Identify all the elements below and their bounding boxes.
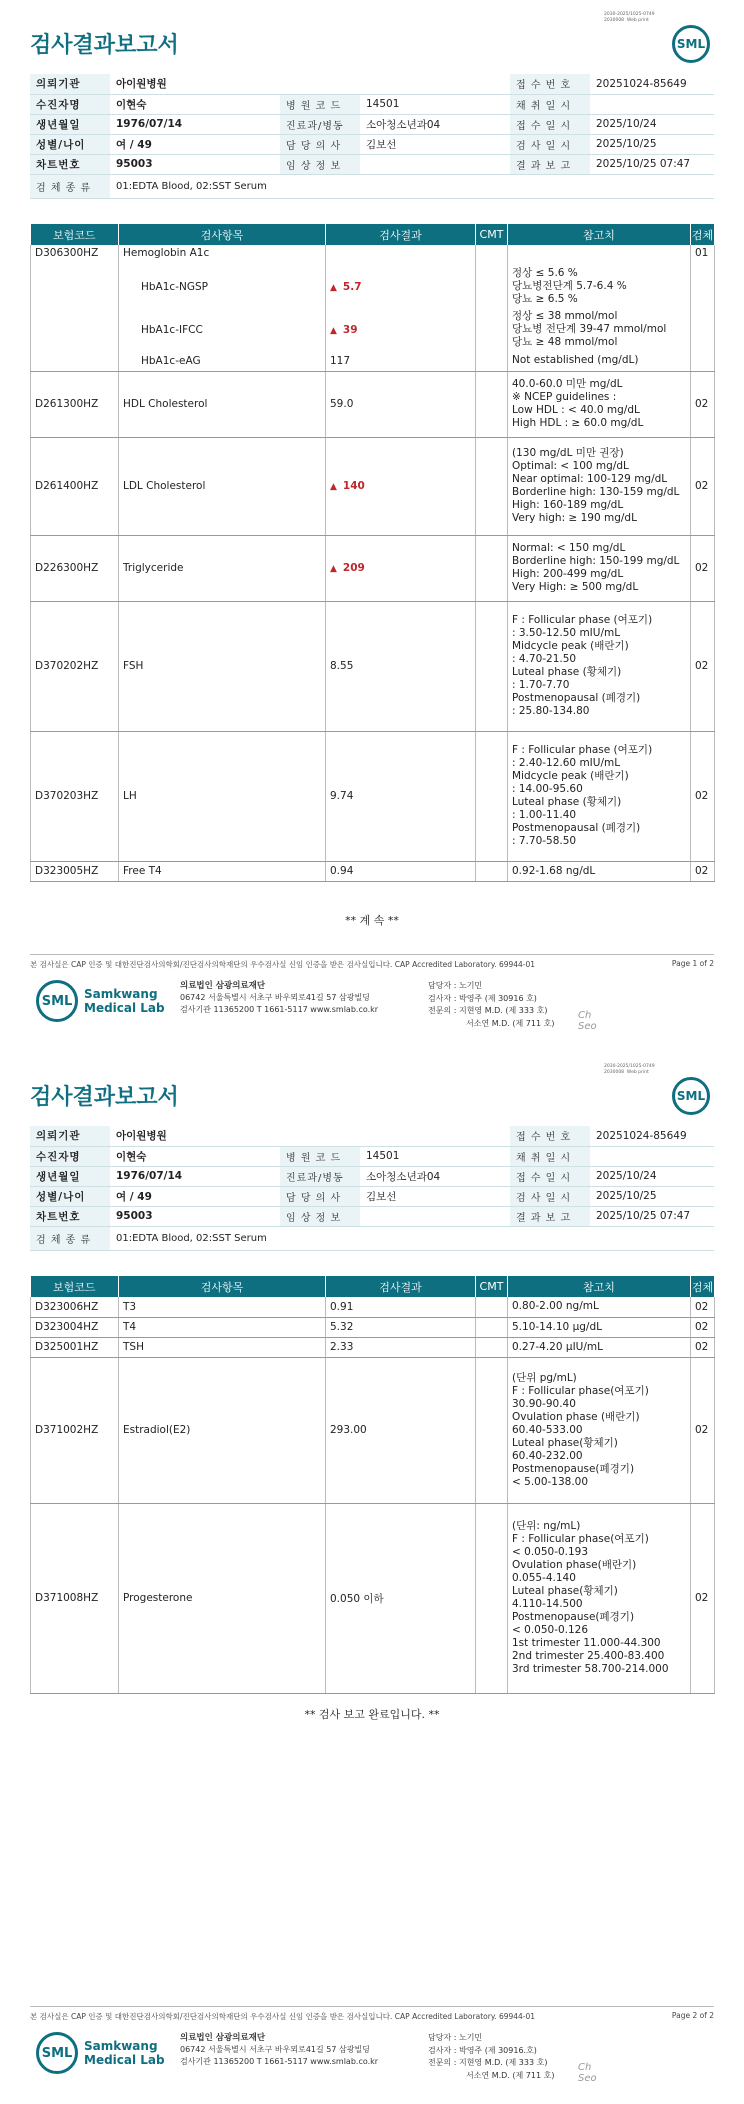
col-cmt: CMT xyxy=(476,1276,508,1297)
col-code: 보험코드 xyxy=(31,224,119,245)
footer-cert-line xyxy=(30,954,714,970)
row-spec: 02 xyxy=(691,437,715,535)
chart-no-value: 95003 xyxy=(110,154,280,174)
sex-age-label: 성별/나이 xyxy=(30,134,110,154)
row-code: D323005HZ xyxy=(31,861,119,881)
row-item: Free T4 xyxy=(119,861,326,881)
dept-value: 소아청소년과04 xyxy=(360,114,510,134)
row-code: D261400HZ xyxy=(31,437,119,535)
signature: Ch Seo xyxy=(578,1010,597,1032)
col-ref: 참고치 xyxy=(508,1276,691,1297)
table-row xyxy=(31,535,715,601)
row-spec: 01 xyxy=(691,245,715,265)
row-code: D306300HZ xyxy=(31,245,119,265)
receipt-no-value: 20251024-85649 xyxy=(590,74,714,94)
row-ref: 40.0-60.0 미만 mg/dL ※ NCEP guidelines : Low HDL : < 40.0 mg/dL High HDL : ≥ 60.0 mg/dL xyxy=(508,371,691,437)
footer-cert-line: 본 검사실은 CAP 인증 및 대한진단검사의학회/진단검사의학재단의 우수검사실 신임 인증을 받은 검사실입니다. CAP Accredited Laboratory. 69944-01 Page 2 of 2 xyxy=(30,2006,714,2022)
col-spec: 검체 xyxy=(691,1276,715,1297)
clinical-label: 임 상 정 보 xyxy=(280,154,360,174)
completed-note: ** 검사 보고 완료입니다. ** xyxy=(304,1708,440,1721)
report-title: 검사결과보고서 xyxy=(30,33,179,58)
row-result: ▲ 5.7 xyxy=(326,265,476,308)
patient-info-table xyxy=(30,74,714,199)
report-date-label: 결 과 보 고 xyxy=(510,154,590,174)
table-row: D323006HZ T3 0.91 0.80-2.00 ng/mL 02 xyxy=(31,1297,715,1317)
test-date-label: 검 사 일 시 xyxy=(510,134,590,154)
report-date-value: 2025/10/25 07:47 xyxy=(590,154,714,174)
table-row: D323004HZ T4 5.32 5.10-14.10 μg/dL 02 xyxy=(31,1317,715,1337)
col-result: 검사결과 xyxy=(326,224,476,245)
hospital-code-label: 병 원 코 드 xyxy=(280,94,360,114)
row-code: D226300HZ xyxy=(31,535,119,601)
col-result: 검사결과 xyxy=(326,1276,476,1297)
row-ref: F : Follicular phase (여포기) : 3.50-12.50 mIU/mL Midcycle peak (배란기) : 4.70-21.50 Luteal phase (황체기) : 1.70-7.70 Postmenopausal (폐경기) : 25.80-134.80 xyxy=(508,601,691,731)
results-table xyxy=(30,224,715,882)
table-row xyxy=(31,371,715,437)
table-row: D325001HZ TSH 2.33 0.27-4.20 μIU/mL 02 xyxy=(31,1337,715,1357)
row-ref: Not established (mg/dL) xyxy=(508,351,691,371)
row-result: 117 xyxy=(326,351,476,371)
results-table xyxy=(30,1276,715,1694)
row-item: HDL Cholesterol xyxy=(119,371,326,437)
footer-staff: 담당자 : 노기민 검사자 : 박영주 (제 30916.호) 전문의 : 지현영 M.D. (제 333 호) 서소연 M.D. (제 711 호) xyxy=(428,2033,555,2080)
test-date-value: 2025/10/25 xyxy=(590,134,714,154)
table-row xyxy=(31,265,715,308)
row-code: D261300HZ xyxy=(31,371,119,437)
sml-logo: SML xyxy=(672,25,710,63)
row-item: Triglyceride xyxy=(119,535,326,601)
doctor-value: 김보선 xyxy=(360,134,510,154)
high-flag-icon: ▲ xyxy=(330,325,337,336)
row-spec: 02 xyxy=(691,601,715,731)
table-row xyxy=(31,601,715,731)
patient-value: 이현숙 xyxy=(110,94,280,114)
print-meta: 2030-2025/1025-0749 2030008 Web print xyxy=(604,12,655,23)
print-meta: 2030-2025/1025-0749 2030008 Web print xyxy=(604,1064,655,1075)
signature: Ch Seo xyxy=(578,2062,597,2084)
table-row: D371008HZ Progesterone 0.050 이하 (단위: ng/mL) F : Follicular phase(여포기) < 0.050-0.193 Ovulation phase(배란기) 0.055-4.140 Luteal phase(황체기) 4.110-14.500 Postmenopause(폐경기) < 0.050-0.126 1st trimester 11.000-44.300 2nd trimester 25.400-83.400 3rd trimester 58.700-214.000 02 xyxy=(31,1503,715,1693)
row-spec: 02 xyxy=(691,535,715,601)
row-ref: Normal: < 150 mg/dL Borderline high: 150-199 mg/dL High: 200-499 mg/dL Very High: ≥ 500 mg/dL xyxy=(508,535,691,601)
table-row xyxy=(31,861,715,881)
report-title: 검사결과보고서 xyxy=(30,1085,179,1110)
high-flag-icon: ▲ xyxy=(330,564,337,574)
row-result: ▲ 39 xyxy=(326,308,476,351)
report-page-2 xyxy=(0,1052,744,2104)
sml-logo: SML xyxy=(36,2032,78,2074)
row-result: 8.55 xyxy=(326,601,476,731)
clinical-value xyxy=(360,154,510,174)
col-ref: 참고치 xyxy=(508,224,691,245)
row-result: ▲ 209 xyxy=(326,535,476,601)
receipt-no-label: 접 수 번 호 xyxy=(510,74,590,94)
row-ref: (130 mg/dL 미만 권장) Optimal: < 100 mg/dL Near optimal: 100-129 mg/dL Borderline high: 130-159 mg/dL High: 160-189 mg/dL Very high: ≥ 190 mg/dL xyxy=(508,437,691,535)
patient-label: 수진자명 xyxy=(30,94,110,114)
row-item: LH xyxy=(119,731,326,861)
row-item: HbA1c-eAG xyxy=(119,351,326,371)
sex-age-value: 여 / 49 xyxy=(110,134,280,154)
footer-address: 의료법인 삼광의료재단 06742 서울특별시 서초구 바우뫼로41길 57 삼광빌딩 검사기관 11365200 T 1661-5117 www.smlab.co.kr xyxy=(180,981,379,1014)
dob-value: 1976/07/14 xyxy=(110,114,280,134)
row-ref: F : Follicular phase (여포기) : 2.40-12.60 mIU/mL Midcycle peak (배란기) : 14.00-95.60 Luteal phase (황체기) : 1.00-11.40 Postmenopausal (폐경기) : 7.70-58.50 xyxy=(508,731,691,861)
continued-note: ** 계 속 ** xyxy=(345,914,399,927)
page-number: Page 1 of 2 xyxy=(671,959,714,968)
chart-no-label: 차트번호 xyxy=(30,154,110,174)
dept-label: 진료과/병동 xyxy=(280,114,360,134)
collect-date-value xyxy=(590,94,714,114)
col-item: 검사항목 xyxy=(119,224,326,245)
footer-lab-logo: SML Samkwang Medical Lab xyxy=(36,2032,165,2074)
row-item: LDL Cholesterol xyxy=(119,437,326,535)
row-spec: 02 xyxy=(691,731,715,861)
table-row xyxy=(31,308,715,351)
sml-logo: SML xyxy=(36,980,78,1022)
high-flag-icon: ▲ xyxy=(330,282,337,293)
page-number: Page 2 of 2 xyxy=(671,2011,714,2020)
collect-date-label: 채 취 일 시 xyxy=(510,94,590,114)
row-code: D370203HZ xyxy=(31,731,119,861)
row-ref: 정상 ≤ 5.6 % 당뇨병전단계 5.7-6.4 % 당뇨 ≥ 6.5 % xyxy=(508,265,691,308)
institution-label: 의뢰기관 xyxy=(30,74,110,94)
table-row xyxy=(31,351,715,371)
col-cmt: CMT xyxy=(476,224,508,245)
institution-value: 아이원병원 xyxy=(110,74,510,94)
receive-date-value: 2025/10/24 xyxy=(590,114,714,134)
row-result: 0.94 xyxy=(326,861,476,881)
dob-label: 생년월일 xyxy=(30,114,110,134)
footer-staff: 담당자 : 노기민 검사자 : 박영주 (제 30916 호) 전문의 : 지현영 M.D. (제 333 호) 서소연 M.D. (제 711 호) xyxy=(428,981,555,1028)
row-code: D370202HZ xyxy=(31,601,119,731)
cert-note: 본 검사실은 CAP 인증 및 대한진단검사의학회/진단검사의학재단의 우수검사실 신임 인증을 받은 검사실입니다. CAP Accredited Laboratory. 69944-01 xyxy=(30,960,536,969)
row-item: HbA1c-NGSP xyxy=(119,265,326,308)
table-row xyxy=(31,731,715,861)
patient-info-table: 의뢰기관 아이원병원 접 수 번 호 20251024-85649 수진자명 이현숙 병 원 코 드 14501 채 취 일 시 생년월일 1976/07/14 진료과/병동 소아청소년과04 접 수 일 시 2025/10/24 성별/나이 여 / 49 담 당 의 사 김보선 검 사 일 시 2025/10/25 차트번호 95003 임 상 정 보 결 과 보 고 2025/10/25 07:47 검 체 종 류 01:EDTA Blood, 02:SST Serum xyxy=(30,1126,714,1251)
high-flag-icon: ▲ xyxy=(330,482,337,492)
row-ref: 정상 ≤ 38 mmol/mol 당뇨병 전단계 39-47 mmol/mol 당뇨 ≥ 48 mmol/mol xyxy=(508,308,691,351)
footer-address: 의료법인 삼광의료재단 06742 서울특별시 서초구 바우뫼로41길 57 삼광빌딩 검사기관 11365200 T 1661-5117 www.smlab.co.kr xyxy=(180,2033,379,2066)
row-item: FSH xyxy=(119,601,326,731)
row-result: 9.74 xyxy=(326,731,476,861)
hospital-code-value: 14501 xyxy=(360,94,510,114)
table-row xyxy=(31,437,715,535)
table-row: D371002HZ Estradiol(E2) 293.00 (단위 pg/mL) F : Follicular phase(여포기) 30.90-90.40 Ovulation phase (배란기) 60.40-533.00 Luteal phase(황체기) 60.40-232.00 Postmenopause(폐경기) < 5.00-138.00 02 xyxy=(31,1357,715,1503)
row-item: HbA1c-IFCC xyxy=(119,308,326,351)
specimen-value: 01:EDTA Blood, 02:SST Serum xyxy=(110,174,714,198)
row-item: Hemoglobin A1c xyxy=(119,245,326,265)
col-item: 검사항목 xyxy=(119,1276,326,1297)
doctor-label: 담 당 의 사 xyxy=(280,134,360,154)
row-spec: 02 xyxy=(691,861,715,881)
specimen-label: 검 체 종 류 xyxy=(30,174,110,198)
row-spec: 02 xyxy=(691,371,715,437)
row-ref: 0.92-1.68 ng/dL xyxy=(508,861,691,881)
col-spec: 검체 xyxy=(691,224,715,245)
receive-date-label: 접 수 일 시 xyxy=(510,114,590,134)
sml-logo: SML xyxy=(672,1077,710,1115)
table-row xyxy=(31,245,715,265)
row-result: ▲ 140 xyxy=(326,437,476,535)
col-code: 보험코드 xyxy=(31,1276,119,1297)
row-result: 59.0 xyxy=(326,371,476,437)
footer-lab-logo: SML Samkwang Medical Lab xyxy=(36,980,165,1022)
